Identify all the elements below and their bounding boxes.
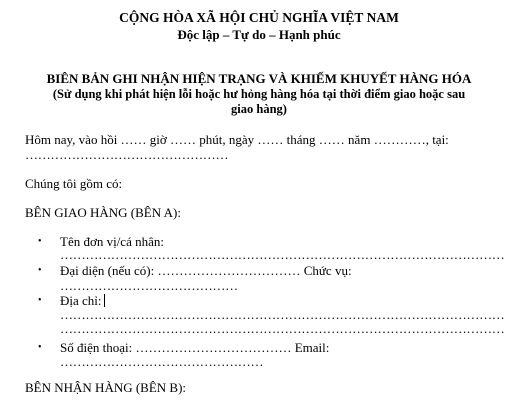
address-field-1[interactable]: …………………………………………………………………………………………… — [60, 307, 505, 322]
date-location-line: Hôm nay, vào hồi …… giờ …… phút, ngày …… tháng …… năm …………, tại: — [25, 132, 449, 147]
address-field-2[interactable]: …………………………………………………………………………………………… — [60, 321, 505, 336]
national-title: CỘNG HÒA XÃ HỘI CHỦ NGHĨA VIỆT NAM — [119, 10, 399, 25]
national-motto: Độc lập – Tự do – Hạnh phúc — [177, 27, 341, 42]
document-title: BIÊN BẢN GHI NHẬN HIỆN TRẠNG VÀ KHIẾM KHUYẾT HÀNG HÓA — [46, 71, 472, 86]
position-field[interactable]: …………………………………… — [60, 278, 238, 293]
document-subtitle — [18, 87, 500, 117]
party-a-heading: BÊN GIAO HÀNG (BÊN A): — [25, 205, 181, 220]
bullet-org: • — [38, 236, 42, 247]
email-field[interactable]: ………………………………………… — [60, 354, 264, 369]
party-b-heading: BÊN NHẬN HÀNG (BÊN B): — [25, 380, 187, 395]
bullet-address: • — [38, 295, 42, 306]
subtitle-line-2: giao hàng) — [231, 102, 287, 116]
we-are-label: Chúng tôi gồm có: — [25, 176, 123, 191]
org-name-field[interactable]: …………………………………………………………………………………………… — [60, 247, 505, 262]
text-cursor — [104, 294, 105, 307]
phone-email-line[interactable]: Số điện thoại: ……………………………… Email: — [60, 340, 330, 355]
address-label: Địa chỉ: — [60, 293, 102, 308]
bullet-phone: • — [38, 342, 42, 353]
location-dots: ………………………………………… — [25, 147, 229, 162]
org-name-label: Tên đơn vị/cá nhân: — [60, 234, 164, 249]
subtitle-line-1: (Sử dụng khi phát hiện lỗi hoặc hư hỏng hàng hóa tại thời điểm giao hoặc sau — [52, 87, 466, 101]
representative-line[interactable]: Đại diện (nếu có): …………………………… Chức vụ: — [60, 263, 352, 278]
bullet-rep: • — [38, 265, 42, 276]
